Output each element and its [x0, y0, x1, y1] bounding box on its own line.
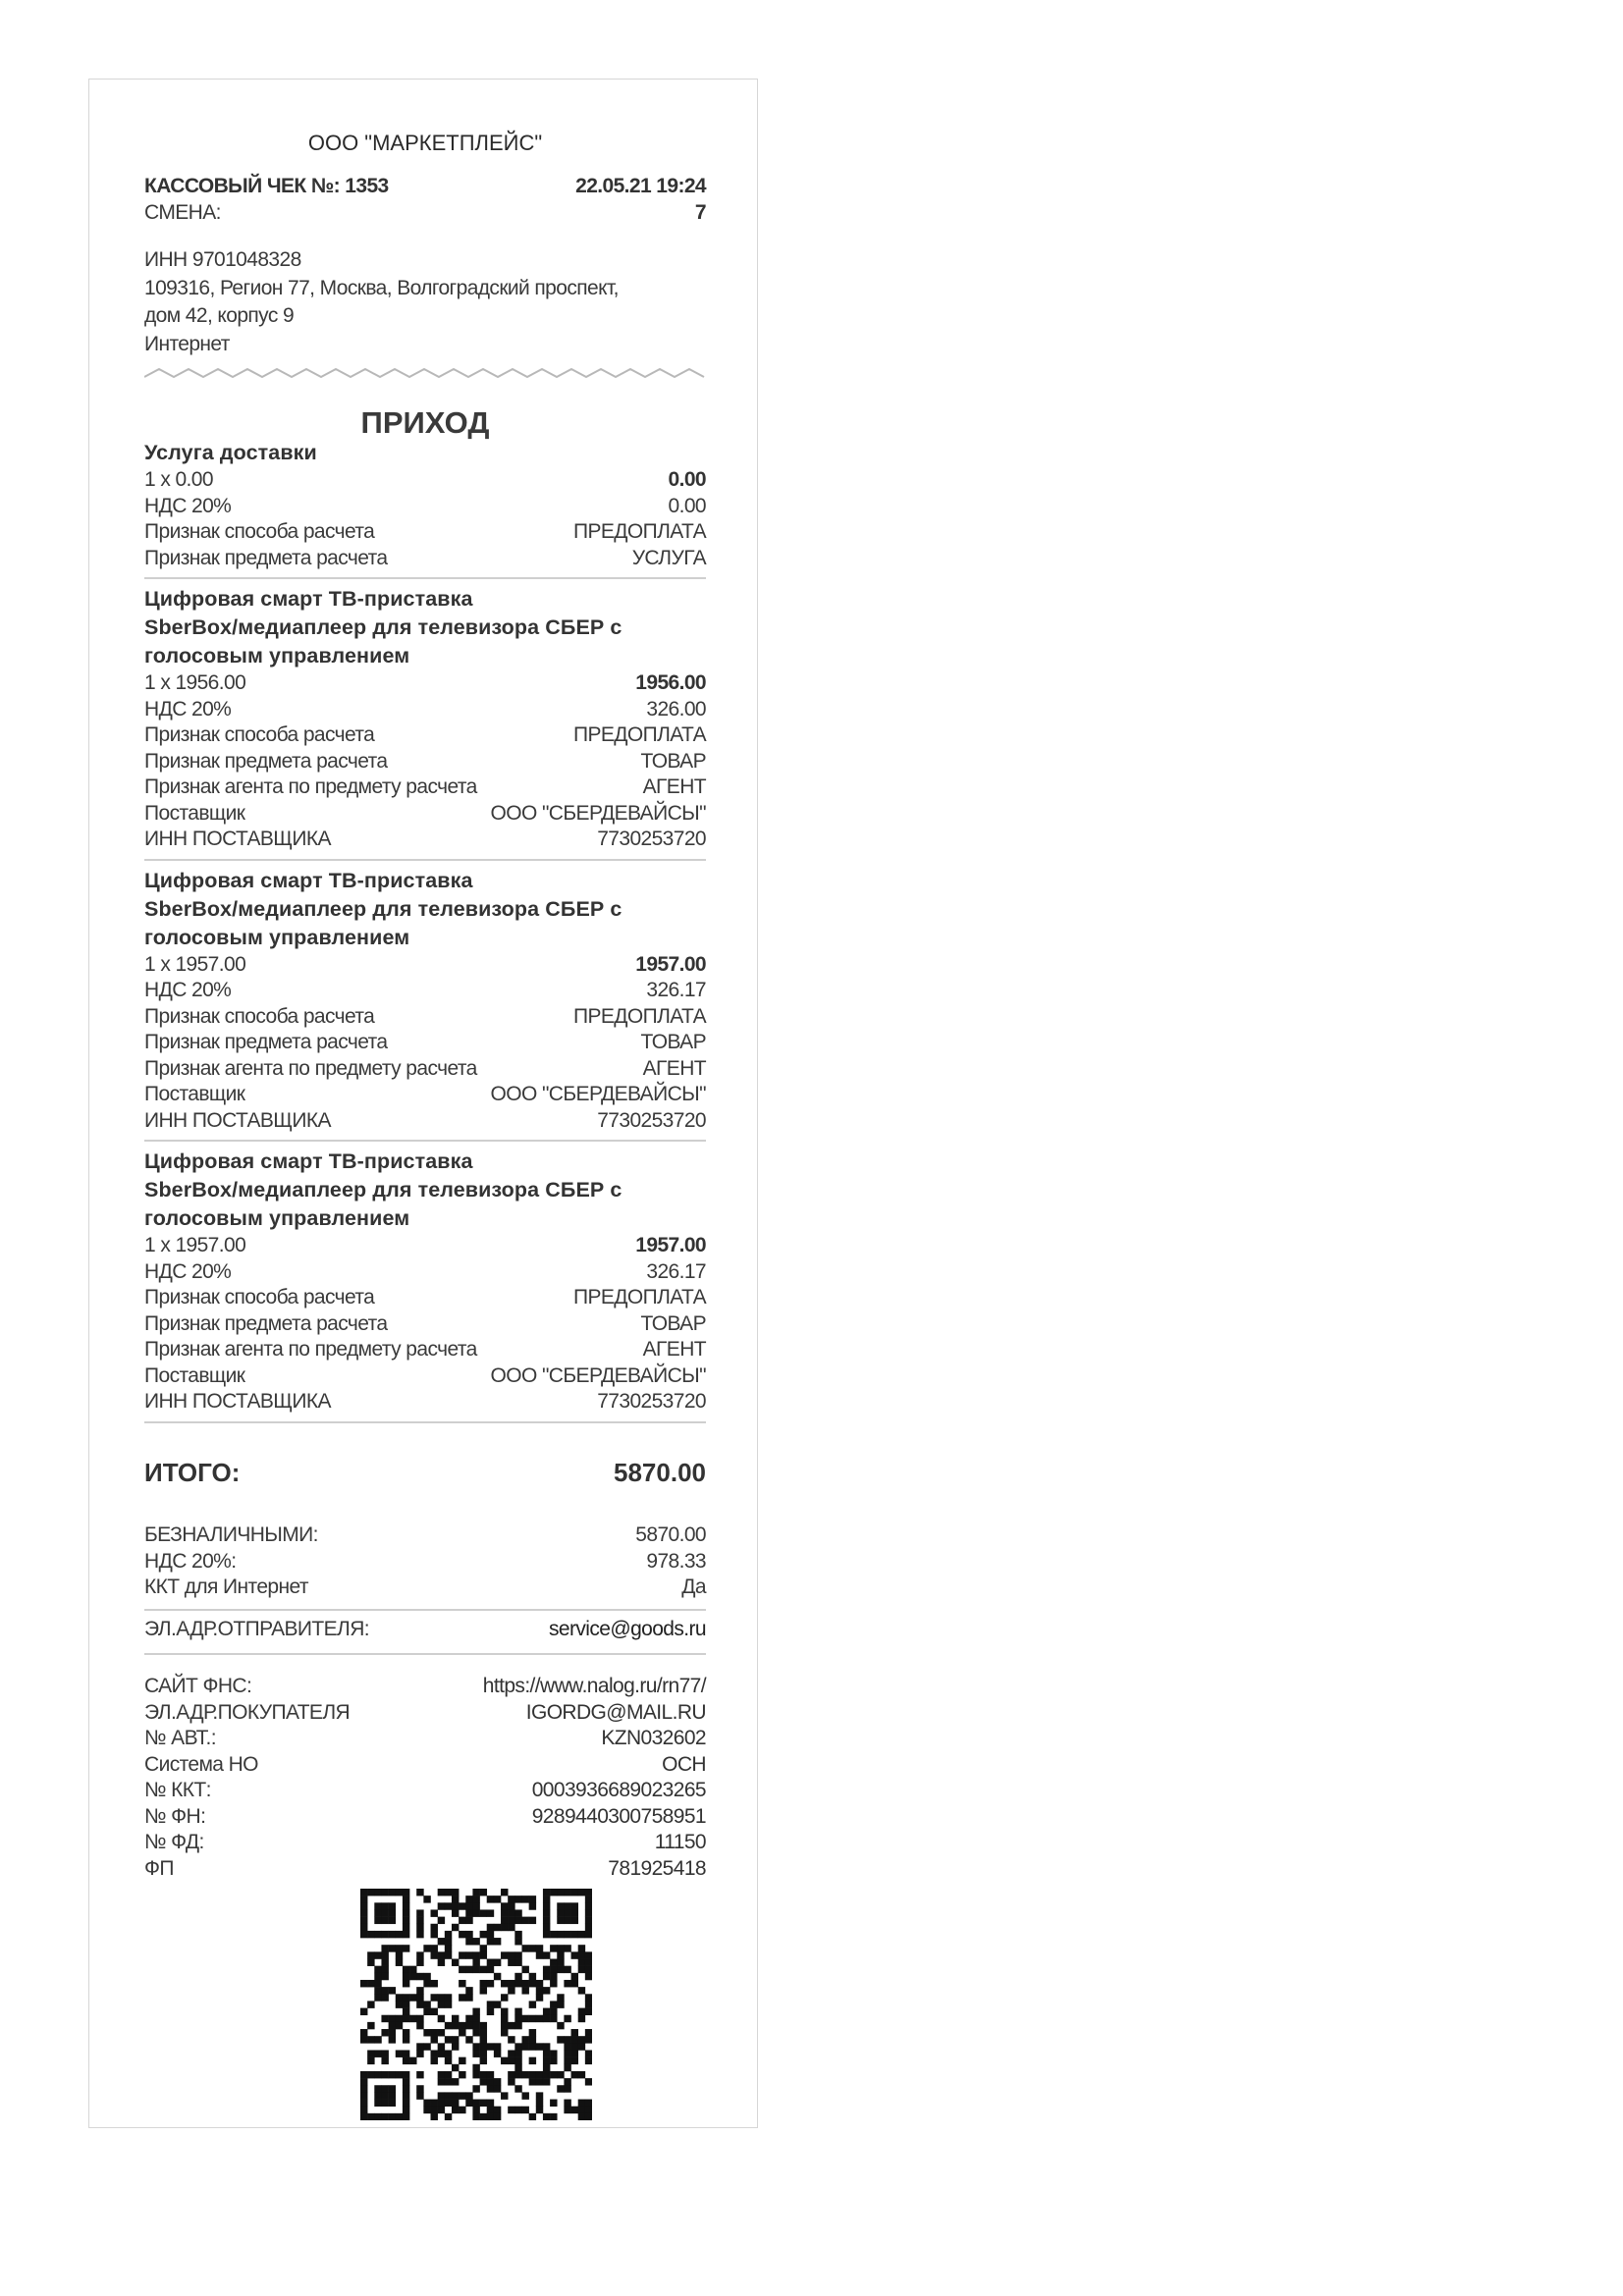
seller-place: Интернет	[144, 332, 230, 355]
fiscal-value: 9289440300758951	[531, 1804, 706, 1828]
item-vat-row-value: 326.17	[646, 979, 706, 1001]
item-subject-row	[144, 749, 706, 775]
fiscal-value: KZN032602	[601, 1727, 706, 1749]
company-name: ООО "МАРКЕТПЛЕЙС"	[307, 131, 543, 155]
item-supplier-inn-row-label: ИНН ПОСТАВЩИКА	[144, 1390, 331, 1413]
fiscal-label: ЭЛ.АДР.ПОКУПАТЕЛЯ	[144, 1700, 351, 1724]
item-supplier-row-label: Поставщик	[144, 801, 245, 825]
item-qty-price-row	[144, 670, 706, 697]
fiscal-value: IGORDG@MAIL.RU	[525, 1700, 706, 1724]
fiscal-label: САЙТ ФНС:	[144, 1675, 252, 1697]
item-pay-method-row	[144, 1285, 706, 1311]
item-name-line: Услуга доставки	[144, 441, 317, 464]
cashless-label: БЕЗНАЛИЧНЫМИ:	[144, 1523, 318, 1546]
item-agent-row-label: Признак агента по предмету расчета	[144, 1338, 477, 1361]
item-subject-row-value: ТОВАР	[640, 1031, 706, 1053]
shift-label: СМЕНА:	[144, 200, 221, 224]
item-agent-row-label: Признак агента по предмету расчета	[144, 1056, 477, 1080]
item-vat-row-label: НДС 20%	[144, 697, 232, 721]
item-subject-row-label: Признак предмета расчета	[144, 546, 388, 569]
item-vat-row	[144, 978, 706, 1004]
fiscal-row	[144, 1856, 706, 1883]
item-qty-price-row	[144, 1233, 706, 1259]
item-subject-row	[144, 1311, 706, 1338]
item-pay-method-row-label: Признак способа расчета	[144, 1004, 375, 1028]
fiscal-label: ФП	[144, 1856, 174, 1880]
fiscal-label: № АВТ.:	[144, 1727, 216, 1749]
item-subject-row-value: ТОВАР	[640, 1311, 706, 1335]
total-row	[144, 1458, 706, 1488]
item-vat-row-value: 0.00	[668, 494, 706, 517]
item-supplier-row	[144, 1363, 706, 1390]
item-supplier-inn-row-value: 7730253720	[597, 1390, 706, 1413]
zigzag-divider	[144, 366, 706, 380]
cashless-row	[144, 1522, 706, 1549]
item-vat-row-label: НДС 20%	[144, 979, 232, 1001]
item-pay-method-row	[144, 519, 706, 546]
item-pay-method-row-value: ПРЕДОПЛАТА	[572, 1004, 706, 1028]
total-vat-label: НДС 20%:	[144, 1549, 237, 1573]
kkt-value: Да	[681, 1575, 706, 1598]
kkt-row	[144, 1575, 706, 1611]
item-name-line: Цифровая смарт ТВ-приставка	[144, 868, 473, 892]
total-label: ИТОГО:	[144, 1458, 241, 1487]
item-supplier-row-label: Поставщик	[144, 1363, 245, 1387]
receipt-item	[144, 585, 706, 861]
item-supplier-inn-row	[144, 1389, 706, 1415]
fiscal-block	[144, 1674, 706, 1882]
fiscal-row	[144, 1700, 706, 1727]
item-qty-price-row-value: 1957.00	[635, 1234, 706, 1256]
kkt-label: ККТ для Интернет	[144, 1575, 308, 1598]
shift-value: 7	[694, 200, 706, 224]
item-agent-row-value: АГЕНТ	[642, 775, 706, 798]
check-number-row	[144, 174, 706, 200]
item-pay-method-row-value: ПРЕДОПЛАТА	[572, 723, 706, 746]
item-qty-price-row	[144, 952, 706, 979]
item-subject-row	[144, 1030, 706, 1056]
check-datetime: 22.05.21 19:24	[575, 175, 706, 197]
operation-title: ПРИХОД	[360, 405, 490, 440]
item-pay-method-row	[144, 722, 706, 749]
item-supplier-row-label: Поставщик	[144, 1083, 245, 1105]
item-qty-price-row-label: 1 x 1957.00	[144, 1234, 246, 1256]
fiscal-row	[144, 1778, 706, 1804]
item-subject-row-value: ТОВАР	[640, 749, 706, 773]
qr-code-icon	[360, 1889, 592, 2120]
item-supplier-row-value: ООО "СБЕРДЕВАЙСЫ"	[490, 1083, 706, 1105]
sender-label: ЭЛ.АДР.ОТПРАВИТЕЛЯ:	[144, 1618, 369, 1640]
items-list	[144, 439, 706, 1429]
sender-block	[144, 1617, 706, 1655]
item-subject-row-label: Признак предмета расчета	[144, 749, 388, 773]
seller-address-line2: дом 42, корпус 9	[144, 304, 295, 327]
fiscal-row	[144, 1752, 706, 1779]
fiscal-value: 781925418	[608, 1856, 706, 1880]
item-agent-row-label: Признак агента по предмету расчета	[144, 775, 477, 798]
item-subject-row-value: УСЛУГА	[631, 546, 706, 569]
item-name-line: голосовым управлением	[144, 925, 410, 949]
item-name-line: SberBox/медиаплеер для телевизора СБЕР с	[144, 615, 622, 639]
fiscal-row	[144, 1726, 706, 1752]
item-supplier-inn-row-label: ИНН ПОСТАВЩИКА	[144, 1108, 331, 1132]
item-vat-row-value: 326.17	[646, 1259, 706, 1283]
item-vat-row-label: НДС 20%	[144, 1259, 232, 1283]
receipt	[88, 79, 758, 2128]
item-supplier-inn-row-value: 7730253720	[597, 1108, 706, 1132]
fiscal-label: № ФД:	[144, 1831, 204, 1853]
item-pay-method-row-label: Признак способа расчета	[144, 723, 375, 746]
total-value: 5870.00	[614, 1458, 706, 1487]
item-pay-method-row	[144, 1004, 706, 1031]
item-qty-price-row-value: 0.00	[668, 468, 706, 491]
item-subject-row-label: Признак предмета расчета	[144, 1311, 388, 1335]
total-vat-row	[144, 1549, 706, 1575]
item-qty-price-row-value: 1956.00	[635, 671, 706, 694]
item-supplier-row-value: ООО "СБЕРДЕВАЙСЫ"	[490, 801, 706, 825]
item-agent-row-value: АГЕНТ	[642, 1056, 706, 1080]
item-qty-price-row-label: 1 x 1956.00	[144, 671, 246, 694]
item-name-line: голосовым управлением	[144, 644, 410, 667]
item-vat-row	[144, 494, 706, 520]
fiscal-label: № ККТ:	[144, 1779, 211, 1801]
item-supplier-row	[144, 801, 706, 828]
item-agent-row-value: АГЕНТ	[642, 1338, 706, 1361]
item-qty-price-row	[144, 467, 706, 494]
seller-inn: ИНН 9701048328	[144, 248, 301, 271]
item-name-line: голосовым управлением	[144, 1206, 410, 1230]
total-row-block	[144, 1458, 706, 1488]
fiscal-label: Система НО	[144, 1752, 258, 1776]
item-pay-method-row-value: ПРЕДОПЛАТА	[572, 520, 706, 543]
item-pay-method-row-value: ПРЕДОПЛАТА	[572, 1286, 706, 1308]
item-supplier-inn-row-value: 7730253720	[597, 828, 706, 850]
fiscal-row	[144, 1830, 706, 1856]
cashless-value: 5870.00	[635, 1523, 706, 1546]
fiscal-label: № ФН:	[144, 1804, 206, 1828]
item-agent-row	[144, 1337, 706, 1363]
item-agent-row	[144, 1056, 706, 1083]
receipt-header	[144, 174, 706, 226]
receipt-item	[144, 439, 706, 579]
item-vat-row-value: 326.00	[646, 697, 706, 721]
item-pay-method-row-label: Признак способа расчета	[144, 520, 375, 543]
item-vat-row	[144, 697, 706, 723]
item-supplier-inn-row	[144, 827, 706, 853]
seller-info	[144, 246, 706, 358]
sender-email: service@goods.ru	[549, 1618, 706, 1640]
item-subject-row	[144, 546, 706, 572]
fiscal-value: 0003936689023265	[531, 1779, 706, 1801]
fiscal-row	[144, 1674, 706, 1700]
fiscal-row	[144, 1804, 706, 1831]
item-vat-row-label: НДС 20%	[144, 494, 232, 517]
item-supplier-inn-row-label: ИНН ПОСТАВЩИКА	[144, 828, 331, 850]
item-name-line: Цифровая смарт ТВ-приставка	[144, 587, 473, 611]
fiscal-value: 11150	[654, 1831, 706, 1853]
fiscal-value: https://www.nalog.ru/rn77/	[482, 1675, 706, 1697]
sender-row	[144, 1617, 706, 1655]
check-number: КАССОВЫЙ ЧЕК №: 1353	[144, 175, 389, 197]
total-vat-value: 978.33	[646, 1549, 706, 1573]
receipt-item	[144, 1148, 706, 1423]
item-supplier-row	[144, 1082, 706, 1108]
item-qty-price-row-label: 1 x 1957.00	[144, 952, 246, 976]
fiscal-value: ОСН	[662, 1752, 706, 1776]
item-agent-row	[144, 774, 706, 801]
item-name-line: Цифровая смарт ТВ-приставка	[144, 1149, 473, 1173]
payment-block	[144, 1522, 706, 1611]
item-subject-row-label: Признак предмета расчета	[144, 1031, 388, 1053]
item-name-line: SberBox/медиаплеер для телевизора СБЕР с	[144, 1178, 622, 1201]
seller-address-line1: 109316, Регион 77, Москва, Волгоградский проспект,	[144, 276, 619, 299]
shift-row	[144, 200, 706, 227]
receipt-item	[144, 867, 706, 1143]
item-supplier-row-value: ООО "СБЕРДЕВАЙСЫ"	[490, 1363, 706, 1387]
item-qty-price-row-value: 1957.00	[635, 952, 706, 976]
item-supplier-inn-row	[144, 1108, 706, 1135]
item-pay-method-row-label: Признак способа расчета	[144, 1286, 375, 1308]
item-qty-price-row-label: 1 x 0.00	[144, 468, 213, 491]
item-name-line: SberBox/медиаплеер для телевизора СБЕР с	[144, 896, 622, 921]
item-vat-row	[144, 1259, 706, 1286]
